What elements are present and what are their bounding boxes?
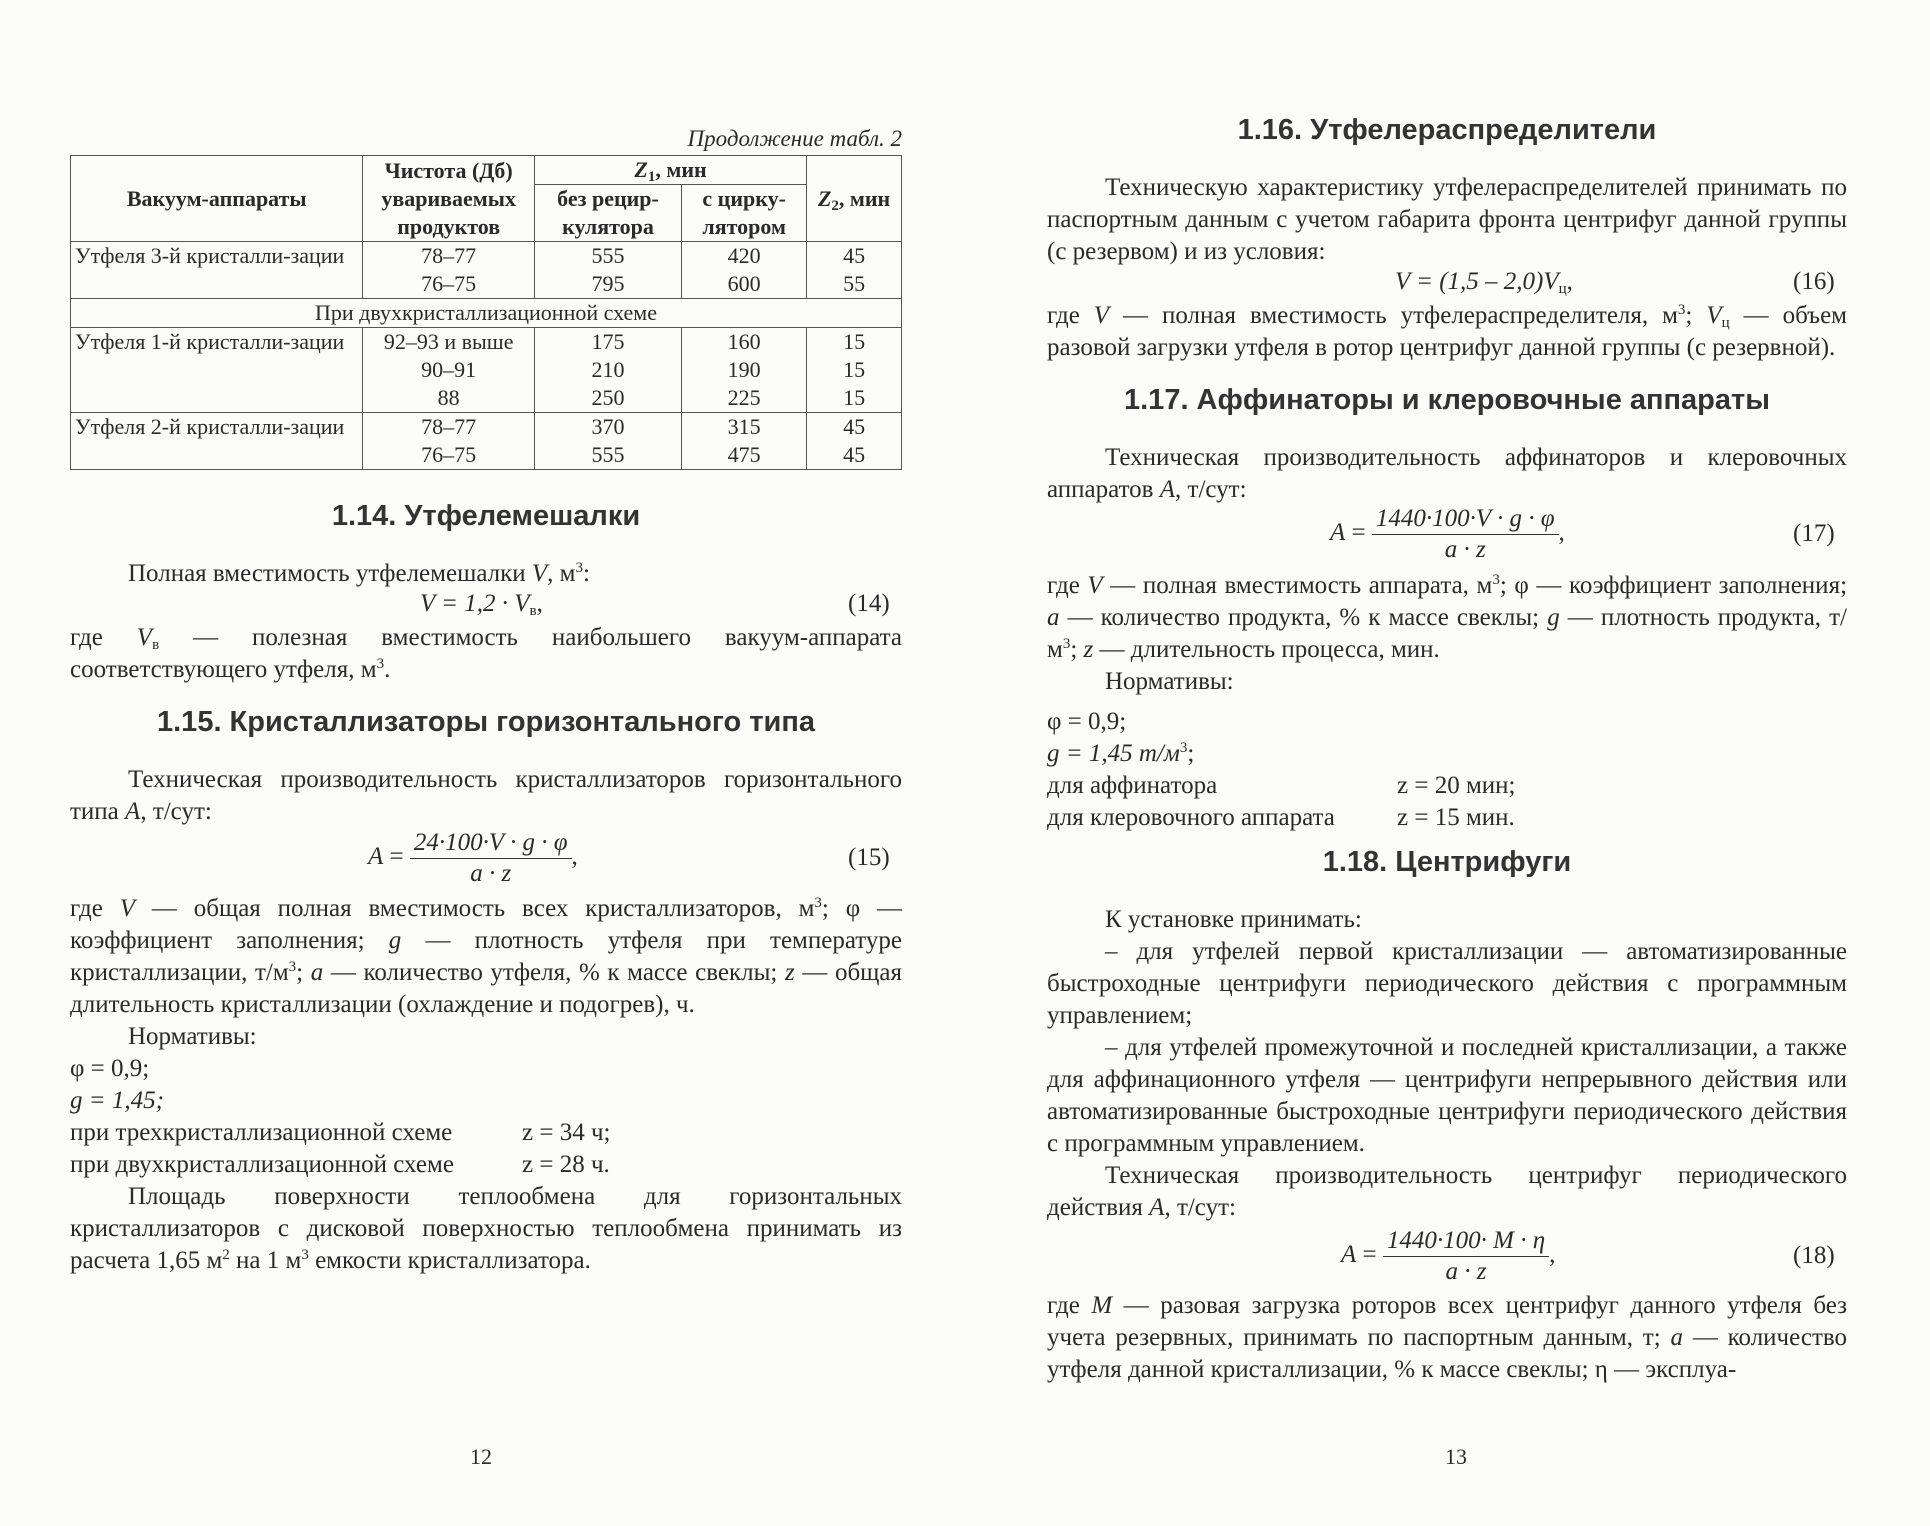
s117-desc: где V — полная вместимость аппарата, $м^3$; φ — коэффициент заполнения; a — количество продукта, % к массе свеклы; g — плотность продукта, $т/м^3$; z — длительность процесса, мин.	[1047, 572, 1848, 663]
table-row	[71, 328, 902, 413]
s118-item1: – для утфелей первой кристаллизации — автоматизированные быстроходные центрифуги периодического действия с программным управлением;	[1047, 938, 1847, 1029]
header-z2: $Z_2$, мин	[807, 156, 902, 242]
s117-phi: φ = 0,9;	[1047, 708, 1127, 735]
formula-15-fraction: $\frac{24\cdot 100\cdot V \cdot g \cdot \varphi}{a \cdot z}$	[410, 828, 572, 889]
row-z1a: 175 210 250	[534, 328, 681, 413]
row-z2: 15 15 15	[807, 328, 902, 413]
s115-area: Площадь поверхности теплообмена для горизонтальных кристаллизаторов с дисковой поверхностью теплообмена принимать из расчета 1,65 $м^2$ на 1 $м^3$ емкости кристаллизатора.	[70, 1183, 902, 1274]
s115-row1-label: при трехкристаллизационной схеме	[70, 1119, 453, 1146]
s116-text: Техническую характеристику утфелераспределителей принимать по паспортным данным с учетом габарита фронта центрифуг данной группы (с резервом) и из условия:	[1047, 174, 1847, 265]
s117-row1-value: z = 20 мин;	[1397, 772, 1516, 799]
row-z1b: 315 475	[682, 413, 807, 470]
row-z1b: 160 190 225	[682, 328, 807, 413]
heading-1-17: 1.17. Аффинаторы и клеровочные аппараты	[1124, 384, 1770, 416]
heading-1-16: 1.16. Утфелераспределители	[1237, 114, 1657, 146]
s114-desc: где $V_в$ — полезная вместимость наибольшего вакуум-аппарата соответствующего утфеля, $м^3$.	[70, 624, 903, 683]
header-z1: $Z_1$, мин	[534, 156, 806, 185]
s118-desc: где M — разовая загрузка роторов всех центрифуг данного утфеля без учета резервных, принимать по паспортным данным, т; a — количество утфеля данной кристаллизации, % к массе свеклы; η — эксплуа-	[1047, 1292, 1848, 1383]
row-name: Утфеля 2-й кристалли-зации	[71, 413, 363, 470]
s115-row1-value: z = 34 ч;	[522, 1119, 611, 1146]
formula-15-number: (15)	[848, 844, 890, 871]
separator-text: При двухкристаллизационной схеме	[71, 299, 902, 328]
row-z2: 45 55	[807, 242, 902, 299]
formula-17: A = $\frac{1440\cdot 100\cdot V \cdot g \cdot \varphi}{a \cdot z}$ ,	[1330, 505, 1565, 563]
header-z1-no-recirc: без рецир-кулятора	[534, 185, 681, 242]
s115-desc: где V — общая полная вместимость всех кристаллизаторов, $м^3$; φ — коэффициент заполнения; g — плотность утфеля при температуре кристаллизации, $т/м^3$; a — количество утфеля, % к массе свеклы; z — общая длительность кристаллизации (охлаждение и подогрев), ч.	[70, 895, 903, 1018]
formula-17-number: (17)	[1793, 520, 1835, 547]
heading-1-18: 1.18. Центрифуги	[1322, 846, 1572, 878]
table-row	[71, 413, 902, 470]
s117-row2-label: для клеровочного аппарата	[1047, 804, 1335, 831]
header-purity: Чистота (Дб) увариваемых продуктов	[363, 156, 534, 242]
s115-norms: Нормативы:	[128, 1023, 257, 1050]
s118-perf: Техническая производительность центрифуг периодического действия A, т/сут:	[1047, 1162, 1847, 1221]
row-name: Утфеля 3-й кристалли-зации	[71, 242, 363, 299]
row-name: Утфеля 1-й кристалли-зации	[71, 328, 363, 413]
row-z2: 45 45	[807, 413, 902, 470]
s117-intro: Техническая производительность аффинаторов и клеровочных аппаратов A, т/сут:	[1047, 444, 1847, 503]
s115-g: g = 1,45;	[70, 1087, 164, 1114]
header-z1-recirc: с цирку-лятором	[682, 185, 807, 242]
table-separator-row	[71, 299, 902, 328]
s115-phi: φ = 0,9;	[70, 1055, 150, 1082]
heading-1-14: 1.14. Утфелемешалки	[331, 500, 641, 532]
s114-intro: Полная вместимость утфелемешалки V, $м^3$:	[128, 560, 590, 587]
row-purity: 92–93 и выше 90–91 88	[363, 328, 534, 413]
formula-16-number: (16)	[1793, 268, 1835, 295]
formula-15: A = $\frac{24\cdot 100\cdot V \cdot g \cdot \varphi}{a \cdot z}$ ,	[368, 829, 578, 887]
s115-row2-label: при двухкристаллизационной схеме	[70, 1151, 454, 1178]
formula-17-fraction: $\frac{1440\cdot 100\cdot V \cdot g \cdot \varphi}{a \cdot z}$	[1372, 504, 1559, 565]
vacuum-apparatus-table	[70, 155, 902, 470]
table-caption: Продолжение табл. 2	[687, 126, 902, 151]
row-z1a: 555 795	[534, 242, 681, 299]
right-page	[965, 0, 1930, 1526]
s116-desc: где V — полная вместимость утфелераспределителя, $м^3$; $V_ц$ — объем разовой загрузки утфеля в ротор центрифуг данной группы (с резервной).	[1047, 302, 1848, 361]
formula-18-number: (18)	[1793, 1242, 1835, 1269]
formula-14: $V = 1,2 \cdot V_в$,	[420, 590, 543, 619]
s117-g: g = 1,45 $т/м^3$;	[1047, 740, 1195, 767]
table-header-row	[71, 156, 902, 185]
row-z1b: 420 600	[682, 242, 807, 299]
s115-row2-value: z = 28 ч.	[522, 1151, 610, 1178]
s118-item2: – для утфелей промежуточной и последней кристаллизации, а также для аффинационного утфеля — центрифуги непрерывного действия или автоматизированные быстроходные центрифуги периодического действия с программным управлением.	[1047, 1034, 1847, 1157]
s117-row2-value: z = 15 мин.	[1397, 804, 1515, 831]
table-row	[71, 242, 902, 299]
formula-16: $V = (1,5 - 2,0)V_ц$,	[1395, 268, 1573, 297]
row-purity: 78–77 76–75	[363, 242, 534, 299]
row-purity: 78–77 76–75	[363, 413, 534, 470]
s118-intro: К установке принимать:	[1105, 906, 1362, 933]
row-z1a: 370 555	[534, 413, 681, 470]
s115-intro: Техническая производительность кристаллизаторов горизонтального типа A, т/сут:	[70, 766, 902, 825]
s117-norms: Нормативы:	[1105, 668, 1234, 695]
formula-18-fraction: $\frac{1440\cdot 100\cdot M \cdot \eta}{a \cdot z}$	[1383, 1226, 1549, 1287]
page-number-left: 12	[470, 1444, 492, 1469]
formula-14-number: (14)	[848, 590, 890, 617]
heading-1-15: 1.15. Кристаллизаторы горизонтального типа	[157, 706, 815, 738]
s117-row1-label: для аффинатора	[1047, 772, 1218, 799]
formula-18: A = $\frac{1440\cdot 100\cdot M \cdot \eta}{a \cdot z}$ ,	[1341, 1227, 1556, 1285]
page-number-right: 13	[1445, 1444, 1467, 1469]
header-apparatus: Вакуум-аппараты	[71, 156, 363, 242]
